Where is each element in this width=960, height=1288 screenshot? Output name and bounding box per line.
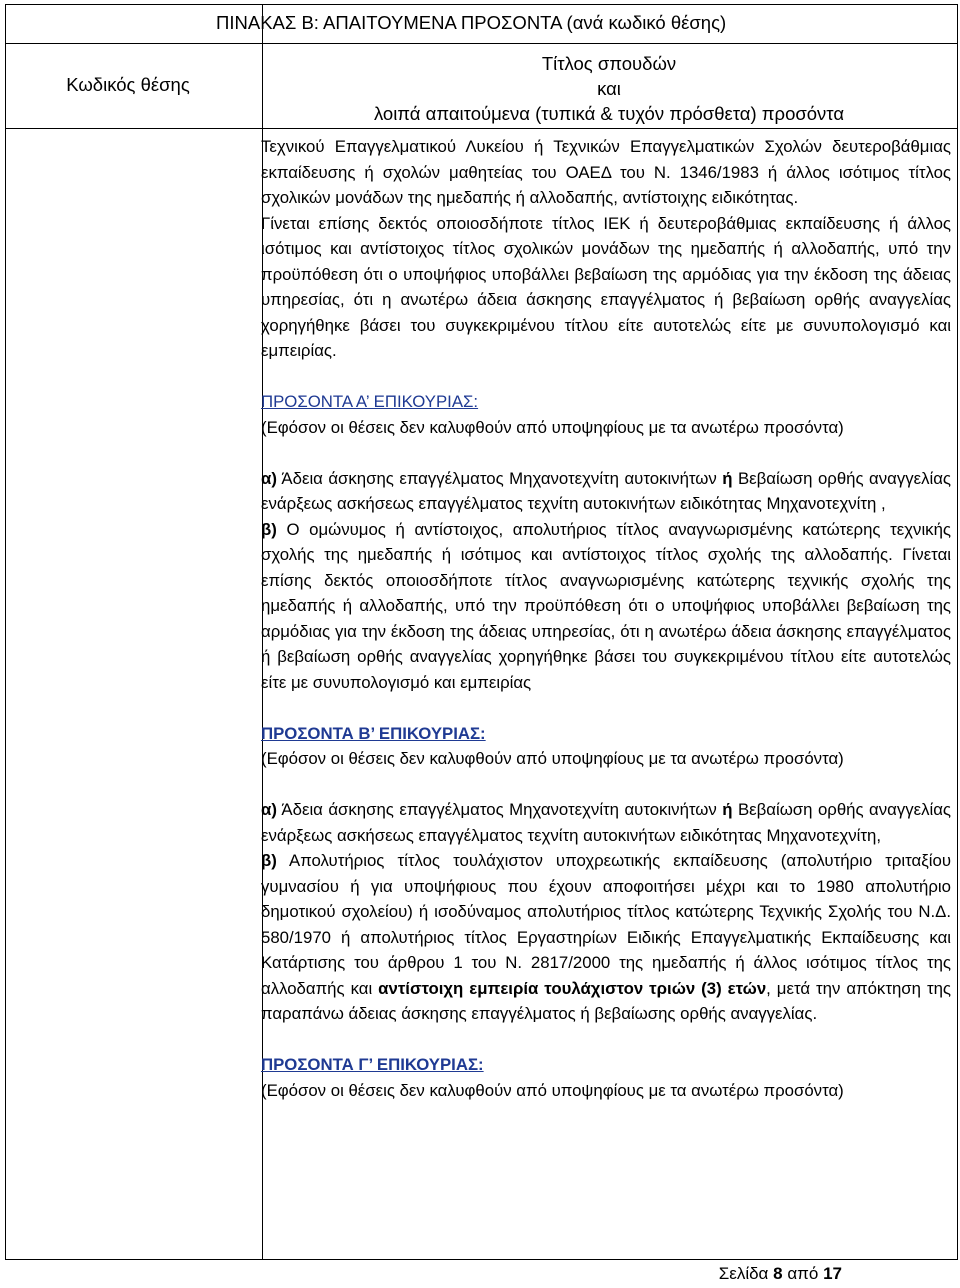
- header-row-divider: [6, 128, 957, 129]
- section-a-note: (Εφόσον οι θέσεις δεν καλυφθούν από υποψηφίους με τα ανωτέρω προσόντα): [261, 417, 844, 437]
- page-number: Σελίδα 8 από 17: [718, 1264, 842, 1283]
- qualifications-cell: [261, 134, 951, 1103]
- equivalent-titles-paragraph: Γίνεται επίσης δεκτός οποιοσδήποτε τίτλος ΙΕΚ ή δευτεροβάθμιας εκπαίδευσης ή άλλος ισότιμος και αντίστοιχος τίτλος σχολικών μονάδων της ημεδαπής ή αλλοδαπής, υπό την προϋπόθεση ότι ο υποψήφιος υποβάλλει βεβαίωση της αρμόδιας για την έκδοση της άδειας υπηρεσίας, ότι η ανωτέρω άδεια άσκησης επαγγέλματος ή βεβαίωση ορθής αναγγελίας χορηγήθηκε βάσει του συγκεκριμένου τίτλου είτε αυτοτελώς είτε με συνυπολογισμό και εμπειρίας.: [261, 213, 951, 360]
- section-a-item-b: β) Ο ομώνυμος ή αντίστοιχος, απολυτήριος τίτλος αναγνωρισμένης κατώτερης τεχνικής σχολής της ημεδαπής ή ισότιμος και αντίστοιχος τίτλος σχολής της αλλοδαπής. Γίνεται επίσης δεκτός οποιοσδήποτε τίτλος αναγνωρισμένης κατώτερης τεχνικής σχολής της ημεδαπής ή αλλοδαπής, υπό την προϋπόθεση ότι ο υποψήφιος υποβάλλει βεβαίωση της αρμόδιας για την έκδοση της άδειας υπηρεσίας, ότι η ανωτέρω άδεια άσκησης επαγγέλματος ή βεβαίωση ορθής αναγγελίας χορηγήθηκε βάσει του συγκεκριμένου τίτλου είτε αυτοτελώς είτε με συνυπολογισμό και εμπειρίας: [261, 519, 951, 692]
- table-title: ΠΙΝΑΚΑΣ Β: ΑΠΑΙΤΟΥΜΕΝΑ ΠΡΟΣΟΝΤΑ (ανά κωδικό θέσης): [216, 12, 727, 33]
- title-row-divider: [6, 43, 957, 44]
- section-c-note: (Εφόσον οι θέσεις δεν καλυφθούν από υποψηφίους με τα ανωτέρω προσόντα): [261, 1080, 844, 1100]
- section-a-title: ΠΡΟΣΟΝΤΑ Α’ ΕΠΙΚΟΥΡΙΑΣ:: [261, 392, 479, 411]
- section-b-title: ΠΡΟΣΟΝΤΑ Β’ ΕΠΙΚΟΥΡΙΑΣ:: [261, 723, 486, 743]
- section-a-item-a: α) Άδεια άσκησης επαγγέλματος Μηχανοτεχνίτη αυτοκινήτων ή Βεβαίωση ορθής αναγγελίας ενάρξεως ασκήσεως επαγγέλματος τεχνίτη αυτοκινήτων ειδικότητας Μηχανοτεχνίτη ,: [261, 468, 951, 513]
- header-line-3: λοιπά απαιτούμενα (τυπικά & τυχόν πρόσθετα) προσόντα: [373, 103, 845, 124]
- header-line-1: Τίτλος σπουδών: [541, 53, 677, 74]
- column-header-position-code: Κωδικός θέσης: [66, 74, 190, 95]
- section-b-note: (Εφόσον οι θέσεις δεν καλυφθούν από υποψηφίους με τα ανωτέρω προσόντα): [261, 749, 844, 768]
- column-header-qualifications: [258, 51, 960, 126]
- section-c-title: ΠΡΟΣΟΝΤΑ Γ’ ΕΠΙΚΟΥΡΙΑΣ:: [261, 1055, 484, 1074]
- section-b-item-b: β) Απολυτήριος τίτλος τουλάχιστον υποχρεωτικής εκπαίδευσης (απολυτήριο τριταξίου γυμνασίου ή για υποψήφιους που έχουν αποφοιτήσει μέχρι και το 1980 απολυτήριο δημοτικού σχολείου) ή ισοδύναμος απολυτήριος τίτλος κατώτερης Τεχνικής Σχολής του Ν.Δ. 580/1970 ή απολυτήριος τίτλος Εργαστηρίων Ειδικής Επαγγελματικής Εκπαίδευσης και Κατάρτισης του άρθρου 1 του Ν. 2817/2000 της ημεδαπής ή άλλος ισότιμος τίτλος της αλλοδαπής και αντίστοιχη εμπειρία τουλάχιστον τριών (3) ετών, μετά την απόκτηση της παραπάνω άδειας άσκησης επαγγέλματος ή βεβαίωσης ορθής αναγγελίας.: [261, 851, 951, 1023]
- header-line-2: και: [597, 78, 621, 99]
- main-qualification-paragraph: Τεχνικού Επαγγελματικού Λυκείου ή Τεχνικών Επαγγελματικών Σχολών δευτεροβάθμιας εκπαίδευσης ή σχολών μαθητείας του ΟΑΕΔ του Ν. 1346/1983 ή άλλος ισότιμος τίτλος σχολικών μονάδων της ημεδαπής ή αλλοδαπής, αντίστοιχης ειδικότητας.: [261, 137, 951, 207]
- section-b-item-a: α) Άδεια άσκησης επαγγέλματος Μηχανοτεχνίτη αυτοκινήτων ή Βεβαίωση ορθής αναγγελίας ενάρξεως ασκήσεως επαγγέλματος τεχνίτη αυτοκινήτων ειδικότητας Μηχανοτεχνίτη,: [261, 800, 951, 845]
